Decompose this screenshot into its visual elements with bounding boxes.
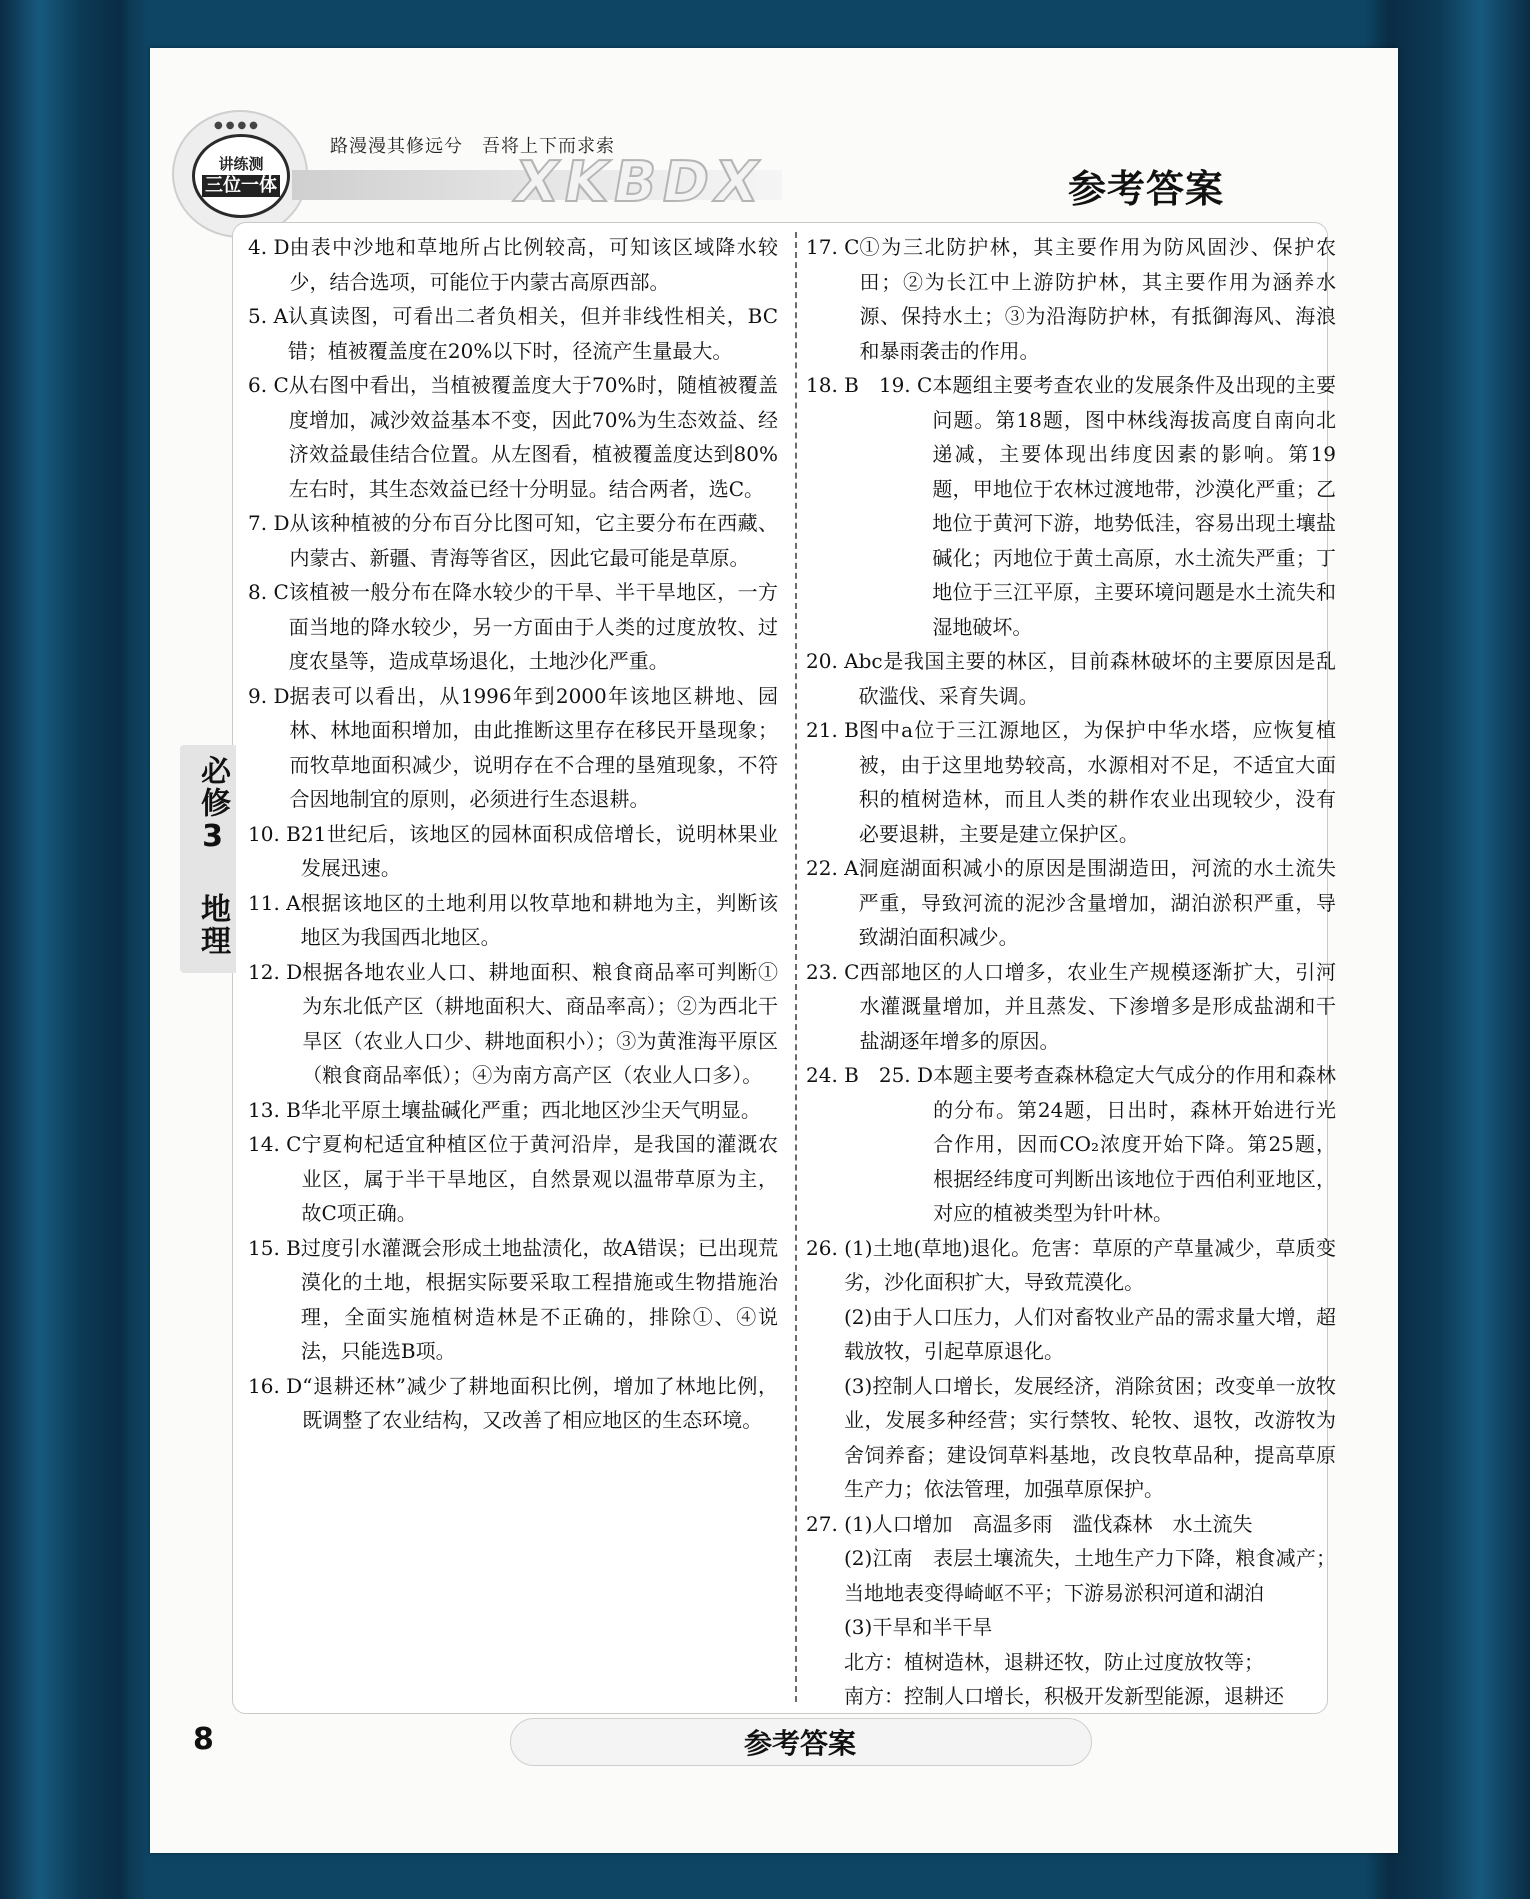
answer-number: 17. C xyxy=(806,235,860,259)
answer-item xyxy=(248,506,778,575)
subject-side-label: 必修3 地理 xyxy=(195,755,230,957)
answer-number: 27. xyxy=(806,1511,845,1536)
answer-number: 5. A xyxy=(248,304,288,328)
answer-text: 根据各地农业人口、耕地面积、粮食商品率可判断①为东北低产区（耕地面积大、商品率高）；②为西北干旱区（农业人口少、耕地面积小）；③为黄淮海平原区（粮食商品率低）；④为南方高产区（农业人口多）。 xyxy=(302,959,778,1087)
column-divider xyxy=(795,232,797,1702)
right-answer-items xyxy=(806,230,1336,1300)
answer-item xyxy=(806,851,1336,955)
answer-number: 18. B 19. C xyxy=(806,373,933,397)
answer-item xyxy=(248,886,778,955)
series-seal-logo xyxy=(172,110,308,238)
answer-text: 据表可以看出，从1996年到2000年该地区耕地、园林、林地面积增加，由此推断这里存在移民开垦现象；而牧草地面积减少，说明存在不合理的垦殖现象，不符合因地制宜的原则，必须进行生态退耕。 xyxy=(289,683,778,811)
seal-dots-icon: ●●●● xyxy=(214,120,261,131)
header-motto: 路漫漫其修远兮 吾将上下而求索 xyxy=(330,136,615,157)
answer-item xyxy=(248,1127,778,1231)
page-heading: 参考答案 xyxy=(1068,167,1225,211)
answer-text: 从该种植被的分布百分比图可知，它主要分布在西藏、内蒙古、新疆、青海等省区，因此它最可能是草原。 xyxy=(289,511,778,570)
answer-text: 根据该地区的土地利用以牧草地和耕地为主，判断该地区为我国西北地区。 xyxy=(300,890,778,949)
answer-number: 4. D xyxy=(248,235,290,259)
answer-text: 本题组主要考查农业的发展条件及出现的主要问题。第18题，图中林线海拔高度自南向北递减，主要体现出纬度因素的影响。第19题，甲地位于农林过渡地带，沙漠化严重；乙地位于黄河下游，地势低洼，容易出现土壤盐碱化；丙地位于黄土高原，水土流失严重；丁地位于三江平原，主要环境问题是水土流失和湿地破坏。 xyxy=(932,373,1336,639)
footer-label: 参考答案 xyxy=(743,1727,856,1760)
answer-number: 15. B xyxy=(248,1235,301,1260)
answer-item xyxy=(806,644,1336,713)
answer-number: 12. D xyxy=(248,959,303,984)
answer-text: 华北平原土壤盐碱化严重；西北地区沙尘天气明显。 xyxy=(300,1097,761,1122)
answer-text: 本题主要考查森林稳定大气成分的作用和森林的分布。第24题，日出时，森林开始进行光合作用，因而CO₂浓度开始下降。第25题，根据经纬度可判断出该地位于西伯利亚地区，对应的植被类型为针叶林。 xyxy=(933,1063,1336,1225)
answer-item xyxy=(806,955,1336,1059)
answer-item xyxy=(806,1058,1336,1231)
answer-text: bc是我国主要的林区，目前森林破坏的主要原因是乱砍滥伐、采育失调。 xyxy=(858,649,1336,708)
answer-paragraph: 南方：控制人口增长，积极开发新型能源，退耕还 xyxy=(844,1684,1284,1708)
answer-text: 认真读图，可看出二者负相关，但并非线性相关，BC错；植被覆盖度在20%以下时，径流产生量最大。 xyxy=(287,304,778,363)
answer-number: 20. A xyxy=(806,649,859,673)
answer-number: 21. B xyxy=(806,718,859,742)
answer-text: 21世纪后，该地区的园林面积成倍增长，说明林果业发展迅速。 xyxy=(300,821,778,880)
answer-item xyxy=(248,1093,778,1128)
brand-watermark: XKBDX xyxy=(509,150,770,215)
answer-item xyxy=(248,230,778,299)
answer-number: 22. A xyxy=(806,856,859,880)
answer-text: 过度引水灌溉会形成土地盐渍化，故A错误；已出现荒漠化的土地，根据实际要采取工程措施或生物措施治理，全面实施植树造林是不正确的，排除①、④说法，只能选B项。 xyxy=(300,1235,778,1363)
seal-top-text: 讲练测 xyxy=(218,155,264,173)
answer-text: 图中a位于三江源地区，为保护中华水塔，应恢复植被，由于这里地势较高，水源相对不足，不适宜大面积的植树造林，而且人类的耕作农业出现较少，没有必要退耕，主要是建立保护区。 xyxy=(858,718,1336,846)
answer-number: 10. B xyxy=(248,821,301,846)
answer-number: 14. C xyxy=(248,1132,302,1156)
seal-bottom-text: 三位一体 xyxy=(202,175,280,197)
answer-item xyxy=(248,679,778,817)
answer-number: 16. D xyxy=(248,1373,303,1398)
answer-number: 11. A xyxy=(248,890,301,915)
answer-text: 由表中沙地和草地所占比例较高，可知该区域降水较少，结合选项，可能位于内蒙古高原西部。 xyxy=(289,235,778,294)
answer-item xyxy=(248,299,778,368)
answer-item xyxy=(806,230,1336,368)
answer-paragraph: 北方：植树造林，退耕还牧，防止过度放牧等； xyxy=(844,1649,1264,1674)
answer-item xyxy=(248,368,778,506)
answer-paragraph: (2)由于人口压力，人们对畜牧业产品的需求量大增，超载放牧，引起草原退化。 xyxy=(844,1304,1336,1363)
answer-text: 洞庭湖面积减小的原因是围湖造田，河流的水土流失严重，导致河流的泥沙含量增加，湖泊淤积严重，导致湖泊面积减少。 xyxy=(858,856,1336,949)
answer-paragraph: (3)干旱和半干旱 xyxy=(844,1615,993,1639)
answer-text: 该植被一般分布在降水较少的干旱、半干旱地区，一方面当地的降水较少，另一方面由于人类的过度放牧、过度农垦等，造成草场退化，土地沙化严重。 xyxy=(288,580,778,673)
q27-continuation xyxy=(806,1541,1336,1714)
answer-paragraph: (2)江南 表层土壤流失，土地生产力下降，粮食减产；当地地表变得崎岖不平；下游易淤积河道和湖泊 xyxy=(844,1546,1336,1605)
answer-number: 8. C xyxy=(248,580,289,604)
answer-item xyxy=(248,817,778,886)
answer-item xyxy=(248,955,778,1093)
answer-text: (1)土地(草地)退化。危害：草原的产草量减少，草质变劣，沙化面积扩大，导致荒漠化。 xyxy=(844,1235,1336,1294)
answer-number: 6. C xyxy=(248,373,289,397)
answer-number: 7. D xyxy=(248,511,290,535)
answer-item xyxy=(248,1369,778,1438)
answer-number: 13. B xyxy=(248,1097,301,1122)
answer-paragraph: (3)控制人口增长，发展经济，消除贫困；改变单一放牧业，发展多种经营；实行禁牧、轮牧、退牧，改游牧为舍饲养畜；建设饲草料基地，改良牧草品种，提高草原生产力；依法管理，加强草原保护。 xyxy=(844,1373,1336,1501)
answer-number: 23. C xyxy=(806,959,860,984)
answer-number: 26. xyxy=(806,1235,845,1260)
answer-number: 24. B 25. D xyxy=(806,1063,934,1087)
answer-number: 9. D xyxy=(248,683,290,708)
right-answer-column xyxy=(806,230,1336,1714)
answer-item xyxy=(248,575,778,679)
q26-continuation xyxy=(806,1300,1336,1507)
answer-item xyxy=(248,1231,778,1369)
answer-text: 从右图中看出，当植被覆盖度大于70%时，随植被覆盖度增加，减沙效益基本不变，因此70%为生态效益、经济效益最佳结合位置。从左图看，植被覆盖度达到80%左右时，其生态效益已经十分明显。结合两者，选C。 xyxy=(288,373,778,501)
answer-text: “退耕还林”减少了耕地面积比例，增加了林地比例，既调整了农业结构，又改善了相应地区的生态环境。 xyxy=(302,1373,778,1432)
answer-text: 宁夏枸杞适宜种植区位于黄河沿岸，是我国的灌溉农业区，属于半干旱地区，自然景观以温带草原为主，故C项正确。 xyxy=(301,1132,778,1225)
answer-item xyxy=(806,368,1336,644)
answer-item-27 xyxy=(806,1507,1336,1542)
answer-text: ①为三北防护林，其主要作用为防风固沙、保护农田；②为长江中上游防护林，其主要作用为涵养水源、保持水土；③为沿海防护林，有抵御海风、海浪和暴雨袭击的作用。 xyxy=(859,235,1336,363)
answer-item xyxy=(806,1231,1336,1300)
answer-text: (1)人口增加 高温多雨 滥伐森林 水土流失 xyxy=(844,1511,1253,1536)
left-answer-column xyxy=(248,230,778,1438)
page-number: 8 xyxy=(193,1722,214,1757)
answer-text: 西部地区的人口增多，农业生产规模逐渐扩大，引河水灌溉量增加，并且蒸发、下渗增多是形成盐湖和干盐湖逐年增多的原因。 xyxy=(859,959,1336,1053)
answer-item xyxy=(806,713,1336,851)
seal-inner xyxy=(192,134,290,218)
